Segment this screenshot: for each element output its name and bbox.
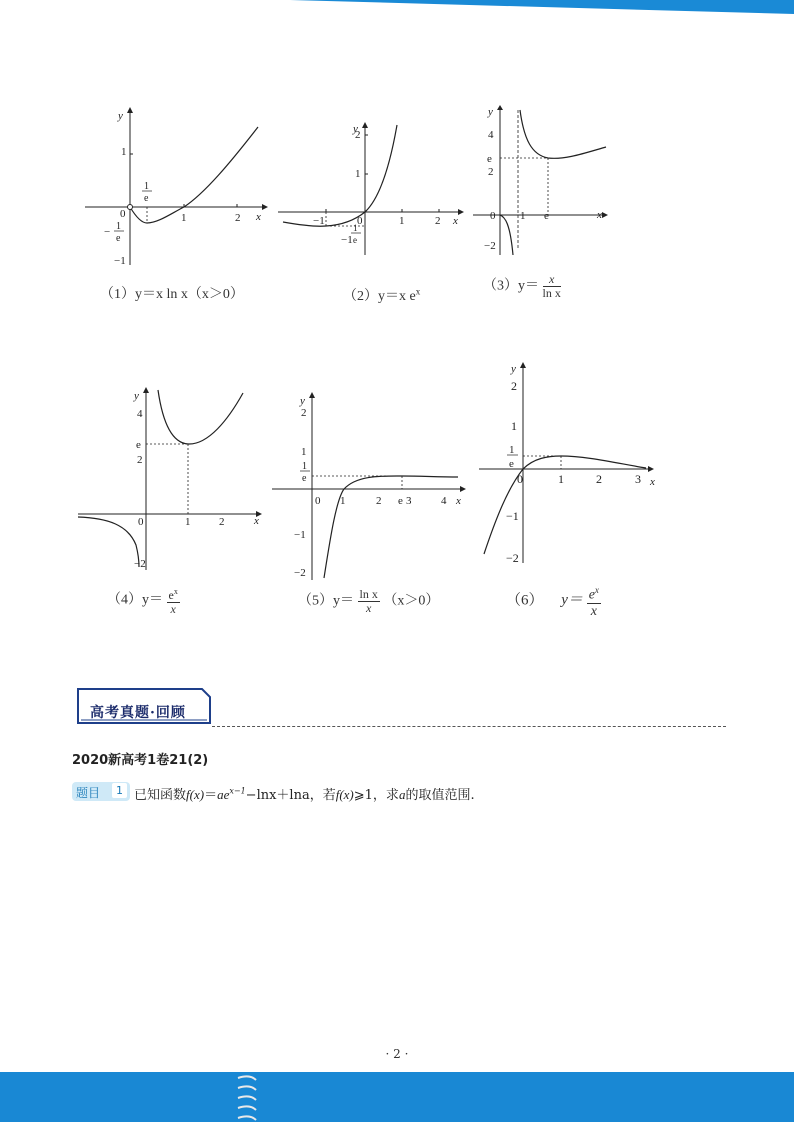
- y-axis-label: y: [300, 395, 305, 407]
- tick-label: 1: [558, 472, 564, 486]
- tick-label: −1: [341, 234, 353, 246]
- tick-label: −2: [134, 558, 146, 570]
- tick-label: 1: [302, 461, 307, 472]
- tick-label: 0: [357, 215, 363, 227]
- graph-ln-x-over-x: [272, 390, 472, 585]
- graph-e-x-over-x: [78, 385, 268, 575]
- tick-label: −1: [294, 529, 306, 541]
- x-axis-label: x: [650, 476, 655, 488]
- caption-4: （4）y＝ $\frac{e^x}{x}$: [107, 587, 178, 616]
- tick-label: 2: [301, 407, 307, 419]
- x-axis-label: x: [456, 495, 461, 507]
- question-number: 1: [112, 783, 127, 798]
- curve-right: [520, 110, 606, 158]
- problem-statement: 已知函数$f(x)=ae^{x-1}-\ln x+\ln a$，若f(x)⩾1，求a的取值范围.: [134, 786, 475, 803]
- tick-label: 0: [315, 495, 321, 507]
- curve-left: [500, 215, 513, 255]
- graph-x-ln-x: [80, 105, 270, 270]
- y-axis-label: y: [118, 110, 123, 122]
- tick-label: 3: [406, 495, 412, 507]
- caption-6: （6） y＝ $\frac{e^x}{x}$: [506, 585, 599, 619]
- tick-label: −2: [484, 240, 496, 252]
- curve-right: [158, 390, 243, 444]
- tick-label: 1: [301, 446, 307, 458]
- curve-left: [78, 517, 139, 567]
- tick-label: 1: [181, 212, 187, 224]
- tick-label: −1: [313, 215, 325, 227]
- footer-band: [0, 1072, 794, 1122]
- curve: [484, 456, 646, 554]
- tick-label: e: [509, 458, 514, 470]
- tick-label: 0: [517, 472, 523, 486]
- curve: [283, 125, 397, 226]
- caption-5: （5）y＝ $\frac{\text{ln x}}{x}$ （x＞0）: [298, 587, 440, 615]
- tick-label: e: [398, 495, 403, 507]
- question-tag-label: 题目: [76, 786, 101, 800]
- caption-3: （3）y＝ $\frac{x}{\text{ln x}}$: [483, 272, 561, 300]
- tick-label: 1: [355, 168, 361, 180]
- y-axis-label: y: [134, 390, 139, 402]
- graph-x-e-x: [275, 120, 470, 265]
- tick-label: 4: [488, 129, 494, 141]
- tick-label: e: [116, 233, 121, 244]
- x-axis-label: x: [453, 215, 458, 227]
- graph-e-x-over-x-2: [476, 358, 666, 573]
- tick-label: 1: [399, 215, 405, 227]
- tick-label: 2: [235, 212, 241, 224]
- tick-label: 1: [511, 419, 517, 433]
- top-band: [0, 0, 794, 20]
- dashed-divider: [212, 726, 726, 727]
- tick-label: −1: [506, 509, 519, 523]
- tick-label: 0: [138, 516, 144, 528]
- caption-1: （1）y＝x ln x（x＞0）: [100, 287, 244, 302]
- tick-label: 2: [219, 516, 225, 528]
- tick-label: 0: [490, 210, 496, 222]
- tick-label: 2: [376, 495, 382, 507]
- tick-label: 2: [511, 379, 517, 393]
- tick-label: −: [104, 226, 111, 238]
- tick-label: e: [144, 193, 149, 204]
- tick-label: e: [487, 153, 492, 165]
- caption-2: （2）y＝x $e^x$: [343, 286, 421, 304]
- tick-label: e: [544, 210, 549, 222]
- tick-label: −1: [114, 255, 126, 267]
- tick-label: 3: [635, 472, 641, 486]
- tick-label: 1: [509, 444, 515, 456]
- tick-label: e: [353, 235, 357, 245]
- tick-label: 2: [355, 129, 361, 141]
- spiral-binding-icon: [232, 1072, 262, 1122]
- question-tag: [72, 782, 130, 801]
- x-axis-label: x: [256, 211, 261, 223]
- y-axis-label: y: [511, 363, 516, 375]
- tick-label: 4: [441, 495, 447, 507]
- x-axis-label: x: [597, 209, 602, 221]
- tick-label: 1: [116, 221, 121, 232]
- tick-label: e: [136, 439, 141, 451]
- tick-label: 2: [137, 454, 143, 466]
- curve: [324, 476, 458, 578]
- tick-label: e: [302, 473, 307, 484]
- tick-label: 4: [137, 408, 143, 420]
- tick-label: 2: [488, 166, 494, 178]
- y-axis-label: y: [488, 106, 493, 118]
- tick-label: 1: [353, 223, 358, 233]
- section-title: 高考真题·回顾: [90, 705, 186, 721]
- tick-label: 1: [520, 210, 526, 222]
- y-axis-label: y: [353, 123, 358, 135]
- exam-source: 2020新高考1卷21(2): [72, 753, 209, 768]
- tick-label: 0: [120, 208, 126, 220]
- tick-label: 1: [185, 516, 191, 528]
- curve: [130, 127, 258, 223]
- tick-label: 1: [144, 181, 149, 192]
- tick-label: 1: [121, 146, 127, 158]
- tick-label: 2: [596, 472, 602, 486]
- tick-label: 2: [435, 215, 441, 227]
- graph-x-over-ln-x: [470, 105, 620, 260]
- tick-label: 1: [340, 495, 346, 507]
- x-axis-label: x: [254, 515, 259, 527]
- page-number: · 2 ·: [385, 1047, 409, 1061]
- tick-label: −2: [294, 567, 306, 579]
- tick-label: −2: [506, 551, 519, 565]
